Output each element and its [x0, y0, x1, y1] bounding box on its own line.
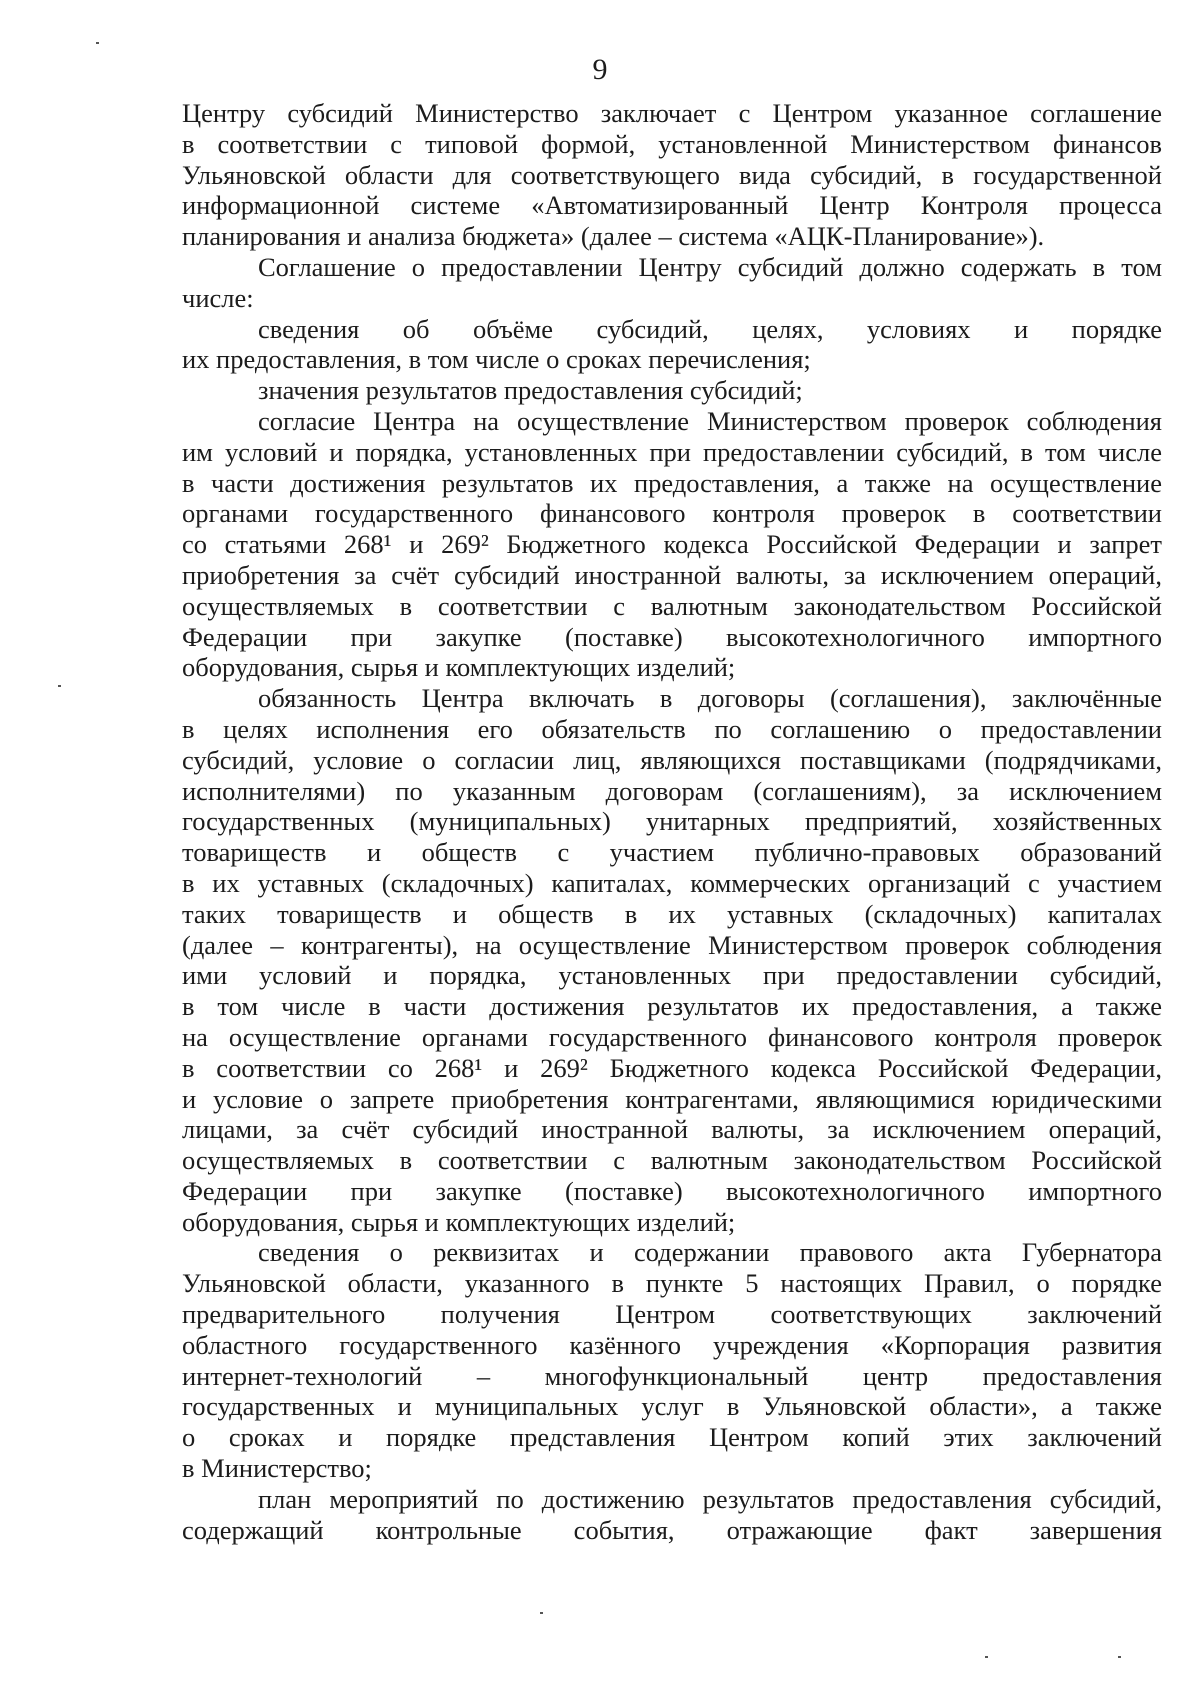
text-line: в части достижения результатов их предоставления, а также на осуществление	[182, 467, 1162, 498]
text-line: таких товариществ и обществ в их уставных (складочных) капиталах	[182, 898, 1162, 929]
text-line: в соответствии со 268¹ и 269² Бюджетного кодекса Российской Федерации,	[182, 1052, 1162, 1083]
text-line: органами государственного финансового контроля проверок в соответствии	[182, 498, 1162, 529]
text-line: Ульяновской области для соответствующего вида субсидий, в государственной	[182, 159, 1162, 190]
text-line: Соглашение о предоставлении Центру субсидий должно содержать в том	[258, 251, 1162, 282]
document-body	[182, 98, 1162, 1545]
text-line: на осуществление органами государственного финансового контроля проверок	[182, 1021, 1162, 1052]
text-line: государственных и муниципальных услуг в Ульяновской области», а также	[182, 1391, 1162, 1422]
text-line: осуществляемых в соответствии с валютным законодательством Российской	[182, 1145, 1162, 1176]
text-line: лицами, за счёт субсидий иностранной валюты, за исключением операций,	[182, 1114, 1162, 1145]
text-line: их предоставления, в том числе о сроках перечисления;	[182, 344, 811, 375]
text-line: в Министерство;	[182, 1453, 372, 1484]
scan-speck	[96, 42, 99, 44]
scan-speck	[985, 1656, 988, 1658]
text-line: содержащий контрольные события, отражающие факт завершения	[182, 1514, 1162, 1545]
text-line: со статьями 268¹ и 269² Бюджетного кодекса Российской Федерации и запрет	[182, 529, 1162, 560]
text-line: исполнителями) по указанным договорам (соглашениям), за исключением	[182, 775, 1162, 806]
text-line: оборудования, сырья и комплектующих изделий;	[182, 1206, 736, 1237]
text-line: им условий и порядка, установленных при предоставлении субсидий, в том числе	[182, 436, 1162, 467]
text-line: сведения о реквизитах и содержании правового акта Губернатора	[258, 1237, 1162, 1268]
text-line: областного государственного казённого учреждения «Корпорация развития	[182, 1329, 1162, 1360]
text-line: Федерации при закупке (поставке) высокотехнологичного импортного	[182, 621, 1162, 652]
text-line: товариществ и обществ с участием публично-правовых образований	[182, 837, 1162, 868]
text-line: ими условий и порядка, установленных при предоставлении субсидий,	[182, 960, 1162, 991]
text-line: Федерации при закупке (поставке) высокотехнологичного импортного	[182, 1175, 1162, 1206]
text-line: план мероприятий по достижению результатов предоставления субсидий,	[258, 1483, 1162, 1514]
text-line: субсидий, условие о согласии лиц, являющихся поставщиками (подрядчиками,	[182, 744, 1162, 775]
text-line: интернет-технологий – многофункциональный центр предоставления	[182, 1360, 1162, 1391]
text-line: (далее – контрагенты), на осуществление Министерством проверок соблюдения	[182, 929, 1162, 960]
text-line: осуществляемых в соответствии с валютным законодательством Российской	[182, 590, 1162, 621]
text-line: оборудования, сырья и комплектующих изделий;	[182, 652, 736, 683]
text-line: о сроках и порядке представления Центром копий этих заключений	[182, 1422, 1162, 1453]
text-line: в соответствии с типовой формой, установленной Министерством финансов	[182, 128, 1162, 159]
text-line: Центру субсидий Министерство заключает с Центром указанное соглашение	[182, 98, 1162, 128]
scan-speck	[58, 685, 61, 687]
text-line: числе:	[182, 282, 254, 313]
text-line: приобретения за счёт субсидий иностранной валюты, за исключением операций,	[182, 559, 1162, 590]
scan-speck	[540, 1612, 543, 1614]
page-number: 9	[592, 53, 608, 86]
text-line: в том числе в части достижения результатов их предоставления, а также	[182, 991, 1162, 1022]
text-line: и условие о запрете приобретения контрагентами, являющимися юридическими	[182, 1083, 1162, 1114]
text-line: сведения об объёме субсидий, целях, условиях и порядке	[258, 313, 1162, 344]
text-line: в их уставных (складочных) капиталах, коммерческих организаций с участием	[182, 867, 1162, 898]
text-line: согласие Центра на осуществление Министерством проверок соблюдения	[258, 405, 1162, 436]
text-line: обязанность Центра включать в договоры (соглашения), заключённые	[258, 683, 1162, 714]
text-line: планирования и анализа бюджета» (далее – система «АЦК-Планирование»).	[182, 221, 1045, 252]
scan-speck	[1118, 1656, 1121, 1658]
text-line: Ульяновской области, указанного в пункте 5 настоящих Правил, о порядке	[182, 1268, 1162, 1299]
text-line: государственных (муниципальных) унитарных предприятий, хозяйственных	[182, 806, 1162, 837]
text-line: значения результатов предоставления субсидий;	[258, 375, 803, 406]
text-line: предварительного получения Центром соответствующих заключений	[182, 1299, 1162, 1330]
text-line: информационной системе «Автоматизированный Центр Контроля процесса	[182, 190, 1162, 221]
text-line: в целях исполнения его обязательств по соглашению о предоставлении	[182, 713, 1162, 744]
